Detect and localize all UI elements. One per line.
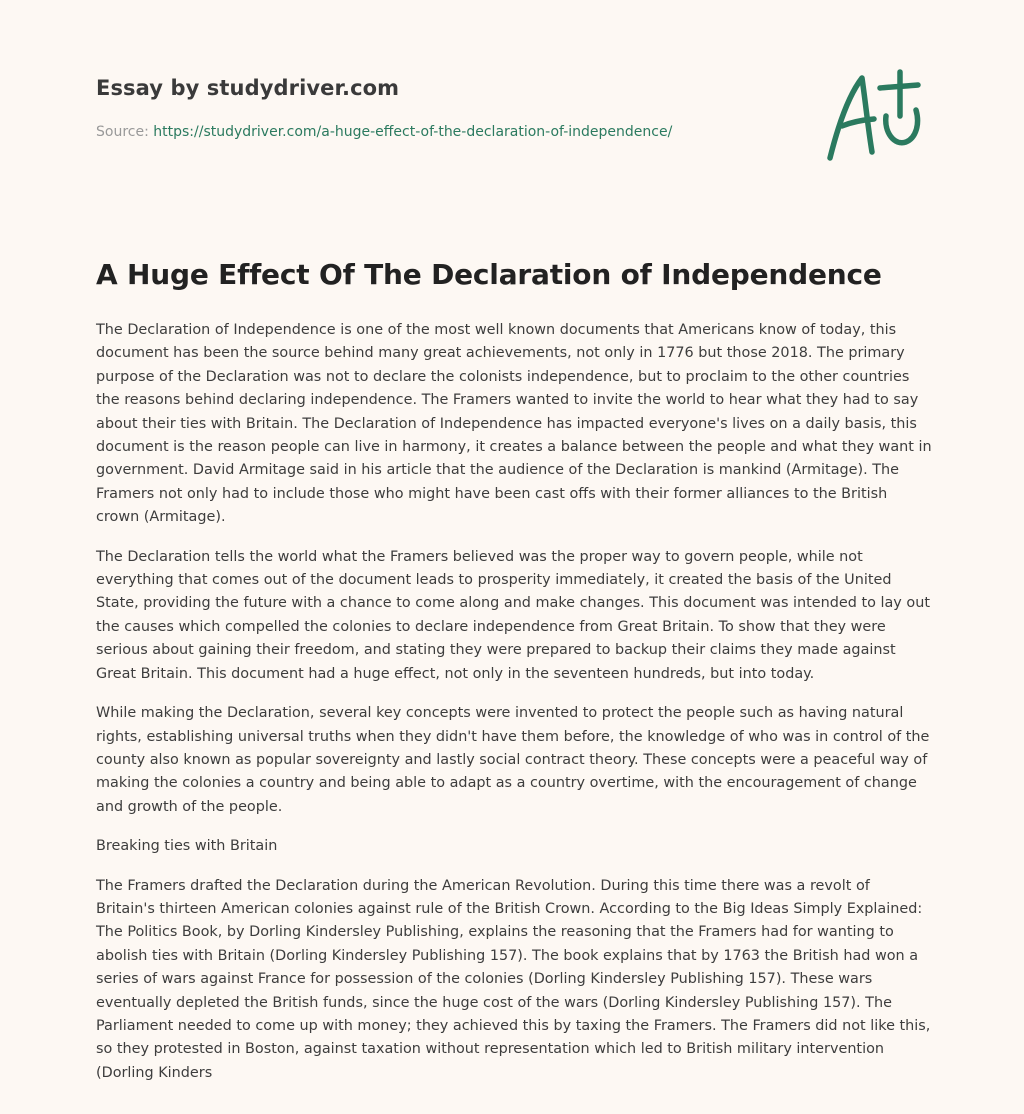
a-plus-logo-icon <box>820 66 930 166</box>
source-line <box>96 124 672 140</box>
article-paragraph: The Framers drafted the Declaration during the American Revolution. During this time there was a revolt of Britain's thirteen American colonies against rule of the British Crown. According to the Big Ideas Simply Explained: The Politics Book, by Dorling Kindersley Publishing, explains the reasoning that the Framers had for wanting to abolish ties with Britain (Dorling Kindersley Publishing 157). The book explains that by 1763 the British had won a series of wars against France for possession of the colonies (Dorling Kindersley Publishing 157). These wars eventually depleted the British funds, since the huge cost of the wars (Dorling Kindersley Publishing 157). The Parliament needed to come up with money; they achieved this by taxing the Framers. The Framers did not like this, so they protested in Boston, against taxation without representation which led to British military intervention (Dorling Kinders <box>96 877 931 1081</box>
article-title: A Huge Effect Of The Declaration of Independence <box>96 258 882 291</box>
section-heading: Breaking ties with Britain <box>96 838 278 855</box>
article-paragraph: The Declaration of Independence is one of the most well known documents that Americans know of today, this document has been the source behind many great achievements, not only in 1776 but those 2018. The primary purpose of the Declaration was not to declare the colonists independence, but to proclaim to the other countries the reasons behind declaring independence. The Framers wanted to invite the world to hear what they had to say about their ties with Britain. The Declaration of Independence has impacted everyone's lives on a daily basis, this document is the reason people can live in harmony, it creates a balance between the people and what they want in government. David Armitage said in his article that the audience of the Declaration is mankind (Armitage). The Framers not only had to include those who might have been cast offs with their former alliances to the British crown (Armitage). <box>96 322 932 526</box>
site-title: Essay by studydriver.com <box>96 76 400 100</box>
article-paragraph: While making the Declaration, several key concepts were invented to protect the people such as having natural rights, establishing universal truths when they didn't have them before, the knowledge of who was in control of the county also known as popular sovereignty and lastly social contract theory. These concepts were a peaceful way of making the colonies a country and being able to adapt as a country overtime, with the encouragement of change and growth of the people. <box>96 705 930 815</box>
source-link[interactable]: https://studydriver.com/a-huge-effect-of-the-declaration-of-independence/ <box>153 124 673 140</box>
article <box>96 255 932 1101</box>
article-paragraph: The Declaration tells the world what the Framers believed was the proper way to govern people, while not everything that comes out of the document leads to prosperity immediately, it created the basis of the United State, providing the future with a chance to come along and make changes. This document was intended to lay out the causes which compelled the colonies to declare independence from Great Britain. To show that they were serious about gaining their freedom, and stating they were prepared to backup their claims they made against Great Britain. This document had a huge effect, not only in the seventeen hundreds, but into today. <box>96 548 930 682</box>
source-label: Source: <box>96 124 154 140</box>
